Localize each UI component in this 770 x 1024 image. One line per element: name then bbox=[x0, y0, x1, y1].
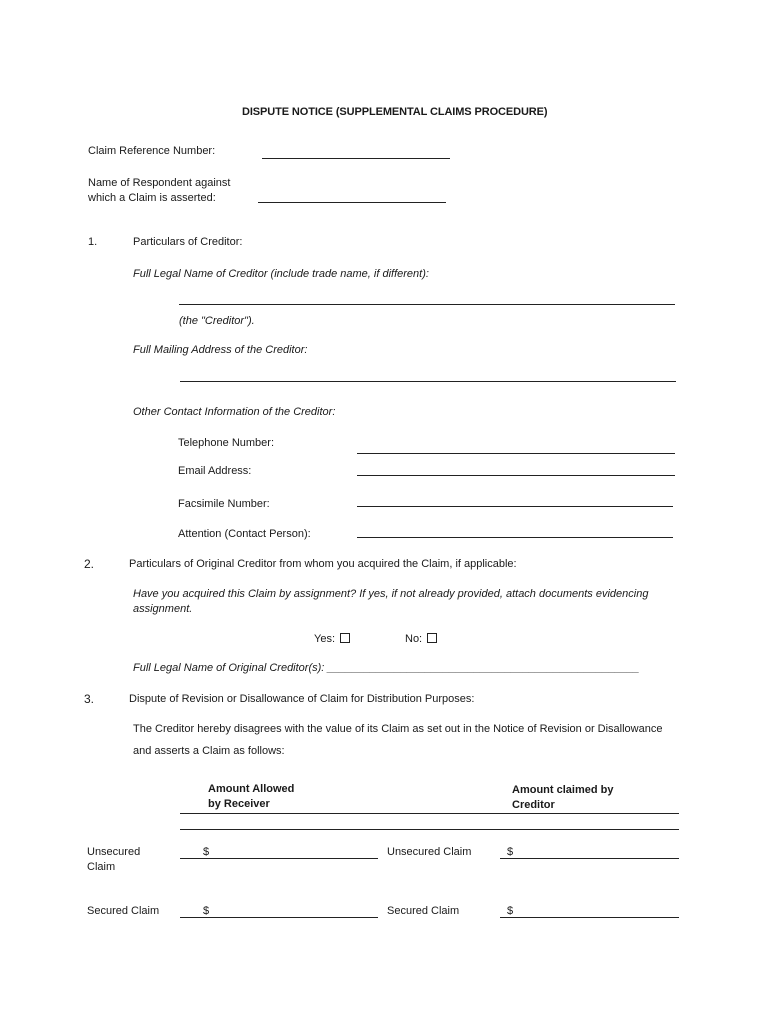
col-claimed-header-line2: Creditor bbox=[512, 799, 555, 811]
section3-heading: Dispute of Revision or Disallowance of Claim for Distribution Purposes: bbox=[129, 693, 475, 705]
no-checkbox[interactable] bbox=[427, 633, 437, 643]
secured-claimed-field[interactable] bbox=[500, 917, 679, 918]
telephone-label: Telephone Number: bbox=[178, 437, 275, 449]
respondent-label-line1: Name of Respondent against bbox=[88, 177, 231, 189]
unsecured-claimed-field[interactable] bbox=[500, 858, 679, 859]
secured-row-label: Secured Claim bbox=[87, 905, 160, 917]
section1-number: 1. bbox=[88, 236, 98, 248]
section2-heading: Particulars of Original Creditor from whom you acquired the Claim, if applicable: bbox=[129, 558, 517, 570]
secured-allowed-dollar: $ bbox=[203, 905, 210, 917]
mailing-address-label: Full Mailing Address of the Creditor: bbox=[133, 344, 308, 356]
no-option[interactable] bbox=[405, 633, 437, 645]
facsimile-label: Facsimile Number: bbox=[178, 498, 270, 510]
table-header-rule-2 bbox=[180, 829, 679, 830]
unsecured-allowed-field[interactable] bbox=[180, 858, 378, 859]
assignment-question-line1: Have you acquired this Claim by assignment? If yes, if not already provided, attach documents evidencing bbox=[133, 588, 649, 600]
yes-option[interactable] bbox=[314, 633, 350, 645]
yes-checkbox[interactable] bbox=[340, 633, 350, 643]
unsecured-row-label-line2: Claim bbox=[87, 861, 116, 873]
claim-reference-label: Claim Reference Number: bbox=[88, 145, 216, 157]
respondent-label-line2: which a Claim is asserted: bbox=[88, 192, 216, 204]
secured-claimed-dollar: $ bbox=[507, 905, 514, 917]
attention-field[interactable] bbox=[357, 537, 673, 538]
unsecured-claim-label: Unsecured Claim bbox=[387, 846, 472, 858]
secured-allowed-field[interactable] bbox=[180, 917, 378, 918]
email-label: Email Address: bbox=[178, 465, 252, 477]
claim-reference-field[interactable] bbox=[262, 158, 450, 159]
facsimile-field[interactable] bbox=[357, 506, 673, 507]
telephone-field[interactable] bbox=[357, 453, 675, 454]
no-label: No: bbox=[405, 633, 423, 645]
col-allowed-header-line1: Amount Allowed bbox=[208, 783, 295, 795]
creditor-legal-name-field[interactable] bbox=[179, 304, 675, 305]
creditor-note: (the "Creditor"). bbox=[179, 315, 255, 327]
other-contact-label: Other Contact Information of the Creditor: bbox=[133, 406, 336, 418]
creditor-legal-name-label: Full Legal Name of Creditor (include trade name, if different): bbox=[133, 268, 429, 280]
col-claimed-header-line1: Amount claimed by bbox=[512, 784, 614, 796]
unsecured-row-label-line1: Unsecured bbox=[87, 846, 141, 858]
attention-label: Attention (Contact Person): bbox=[178, 528, 311, 540]
mailing-address-field[interactable] bbox=[180, 381, 676, 382]
email-field[interactable] bbox=[357, 475, 675, 476]
respondent-name-field[interactable] bbox=[258, 202, 446, 203]
secured-claim-label: Secured Claim bbox=[387, 905, 460, 917]
section2-number: 2. bbox=[84, 557, 95, 571]
section3-number: 3. bbox=[84, 692, 95, 706]
table-header-rule bbox=[180, 813, 679, 814]
section3-body-line1: The Creditor hereby disagrees with the value of its Claim as set out in the Notice of Revision or Disallowance bbox=[133, 723, 663, 735]
unsecured-claimed-dollar: $ bbox=[507, 846, 514, 858]
page-title: DISPUTE NOTICE (SUPPLEMENTAL CLAIMS PROCEDURE) bbox=[242, 106, 548, 118]
col-allowed-header-line2: by Receiver bbox=[208, 798, 270, 810]
assignment-question-line2: assignment. bbox=[133, 603, 193, 615]
yes-label: Yes: bbox=[314, 633, 336, 645]
unsecured-allowed-dollar: $ bbox=[203, 846, 210, 858]
section1-heading: Particulars of Creditor: bbox=[133, 236, 243, 248]
section3-body-line2: and asserts a Claim as follows: bbox=[133, 745, 285, 757]
original-creditor-field[interactable]: Full Legal Name of Original Creditor(s): ___________________________________________________ bbox=[133, 662, 640, 674]
